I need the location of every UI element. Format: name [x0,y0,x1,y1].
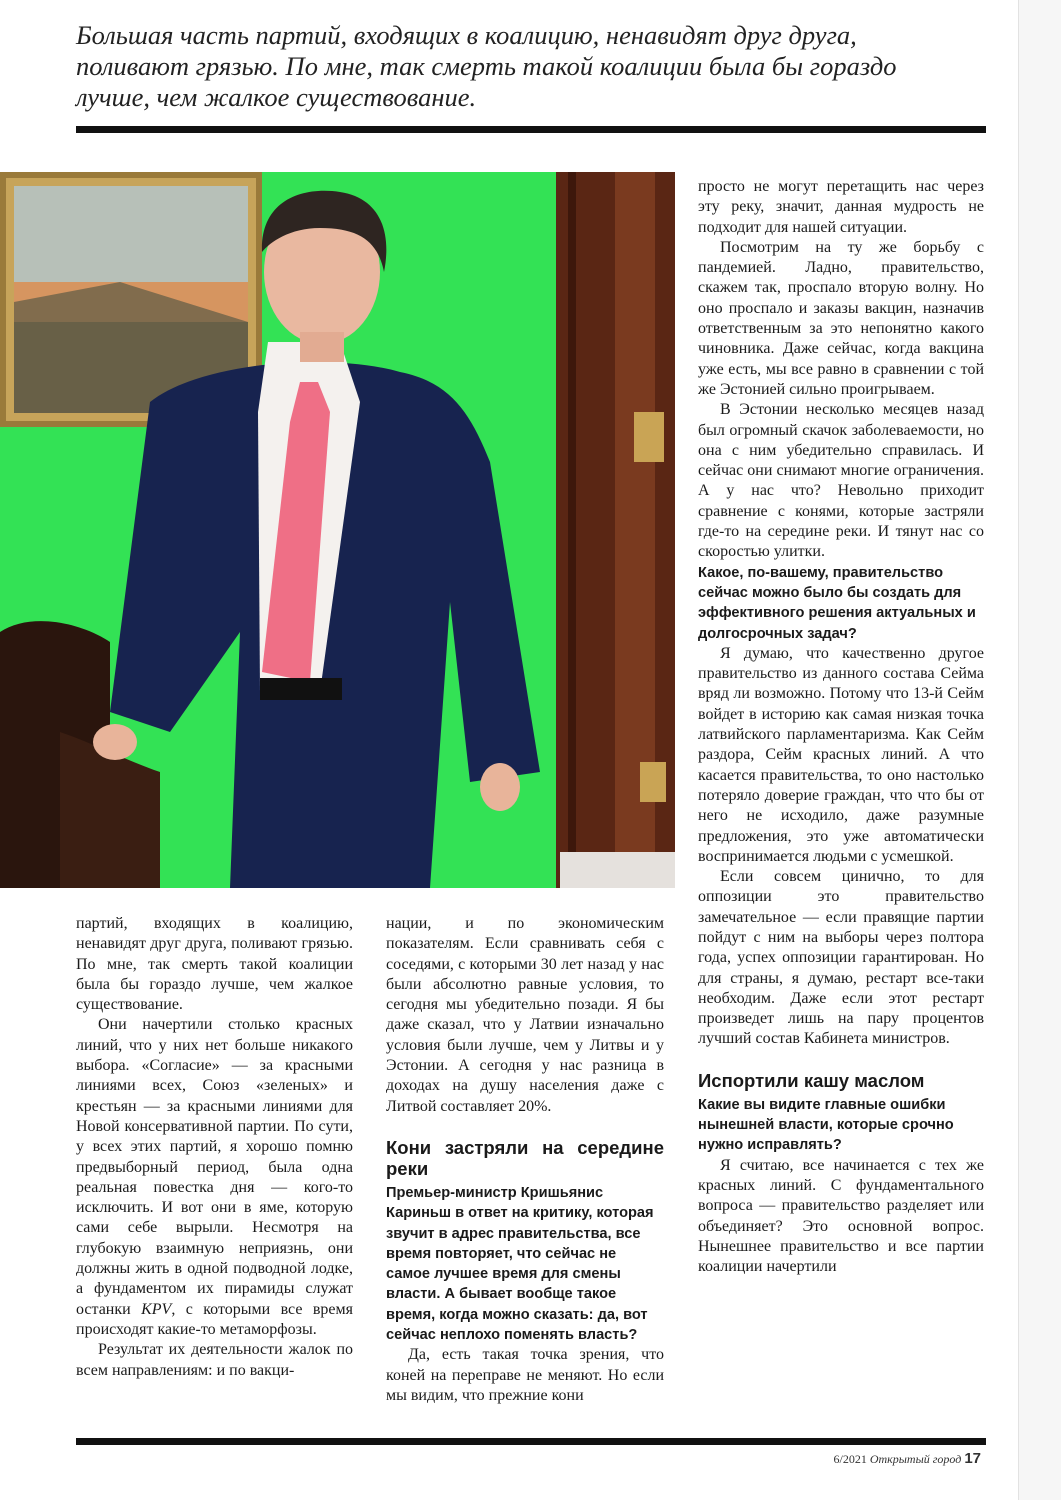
interview-question: Премьер-министр Кришьянис Кариньш в ответ на критику, которая звучит в адрес правительства, все время повторяет, что сейчас не самое лучшее время для смены власти. А бывает вообще такое время, когда можно сказать: да, вот сейчас неплохо поменять власть? [386,1184,654,1344]
column-2 [386,914,664,1406]
paragraph: В Эстонии несколько месяцев назад был огромный скачок заболеваемости, но она с ним убедительно справилась. И сейчас они снимают многие ограничения. А у нас что? Невольно приходит сравнение с конями, которые застряли где-то на середине реки. И тянут нас со скоростью улитки. [698,401,984,561]
portrait-photo [0,172,675,888]
issue-number: 6/2021 [833,1452,867,1466]
magazine-name: Открытый город [869,1452,962,1466]
interview-question: Какое, по-вашему, правительство сейчас можно было бы создать для эффективного решения актуальных и долгосрочных задач? [698,564,976,642]
page-number: 17 [964,1450,981,1467]
page-edge [1018,0,1061,1500]
paragraph: Я считаю, все начинается с тех же красных линий. С фундаментального вопроса — правительство разделяет или объединяет? Это основной вопрос. Нынешнее правительство и все партии коалиции начертили [698,1156,984,1276]
pull-quote: Большая часть партий, входящих в коалицию, ненавидят друг друга, поливают грязью. По мне, так смерть такой коалиции была бы гораздо лучше, чем жалкое существование. [76,20,897,112]
paragraph: партий, входящих в коалицию, ненавидят друг друга, поливают грязью. По мне, так смерть такой коалиции была бы гораздо лучше, чем жалкое существование. [76,915,353,1014]
top-rule [76,126,986,133]
paragraph: Да, есть такая точка зрения, что коней на переправе не меняют. Но если мы видим, что прежние кони [386,1346,664,1404]
party-name: KPV [141,1300,172,1318]
paragraph: Я думаю, что качественно другое правительство из данного состава Сейма вряд ли возможно. Потому что 13-й Сейм войдет в историю как самая низкая точка латвийского парламентаризма. Как Сейм раздора, Сейм красных линий. А что касается правительства, то оно настолько потеряло доверие граждан, что что бы от него не исходило, даже разумные предложения, это уже автоматически воспринимается людьми с усмешкой. [698,644,984,865]
paragraph: нации, и по экономическим показателям. Если сравнивать себя с соседями, с которыми 30 лет назад у нас были абсолютно равные условия, то сегодня мы убедительно позади. Я бы даже сказал, что у Латвии изначально условия были лучше, чем у Литвы и у Эстонии. А сегодня у нас разница в доходах на душу населения даже с Литвой составляет 20%. [386,915,664,1115]
bottom-rule [76,1438,986,1445]
section-heading: Испортили кашу маслом [698,1069,925,1091]
paragraph: Посмотрим на ту же борьбу с пандемией. Ладно, правительство, скажем так, проспало вторую волну. Но оно проспало и заказы вакцин, назначив ответственным за это непонятно какого чиновника. Даже сейчас, когда вакцина уже есть, мы все равно в сравнении с той же Эстонией сильно проигрываем. [698,238,984,398]
page-footer [834,1450,982,1467]
interview-question: Какие вы видите главные ошибки нынешней власти, которые срочно нужно исправлять? [698,1096,954,1154]
paragraph: Если совсем цинично, то для оппозиции это правительство замечательное — если правящие партии пойдут с ним на выборы через полтора года, успех оппозиции гарантирован. Но для страны, я думаю, рестарт все-таки необходим. Даже если этот рестарт произведет лишь на пару процентов лучший состав Кабинета министров. [698,868,984,1048]
paragraph: просто не могут перетащить нас через эту реку, значит, данная мудрость не подходит для нашей ситуации. [698,178,984,236]
section-heading: Кони застряли на середине реки [386,1136,664,1179]
paragraph: Результат их деятельности жалок по всем направлениям: и по вакци- [76,1341,353,1379]
paragraph-text: , с которыми все время происходят какие-то метаморфозы. [76,1300,353,1338]
column-1 [76,914,353,1381]
column-3 [698,177,984,1277]
paragraph-text: Они начертили столько красных линий, что у них нет больше никакого выбора. «Согласие» — за красными линиями всех, Союз «зеленых» и крестьян — за красными линиями для Новой консервативной партии. По сути, у всех этих партий, я хорошо помню предвыборный период, была одна реальная повестка дня — кого-то исключить. И вот они в яме, которую сами себе вырыли. Несмотря на глубокую взаимную неприязнь, они должны жить в одной подводной лодке, а фундаментом их пирамиды служат останки [76,1016,353,1318]
paragraph [76,1015,353,1340]
portrait-photo-icon [0,172,675,888]
